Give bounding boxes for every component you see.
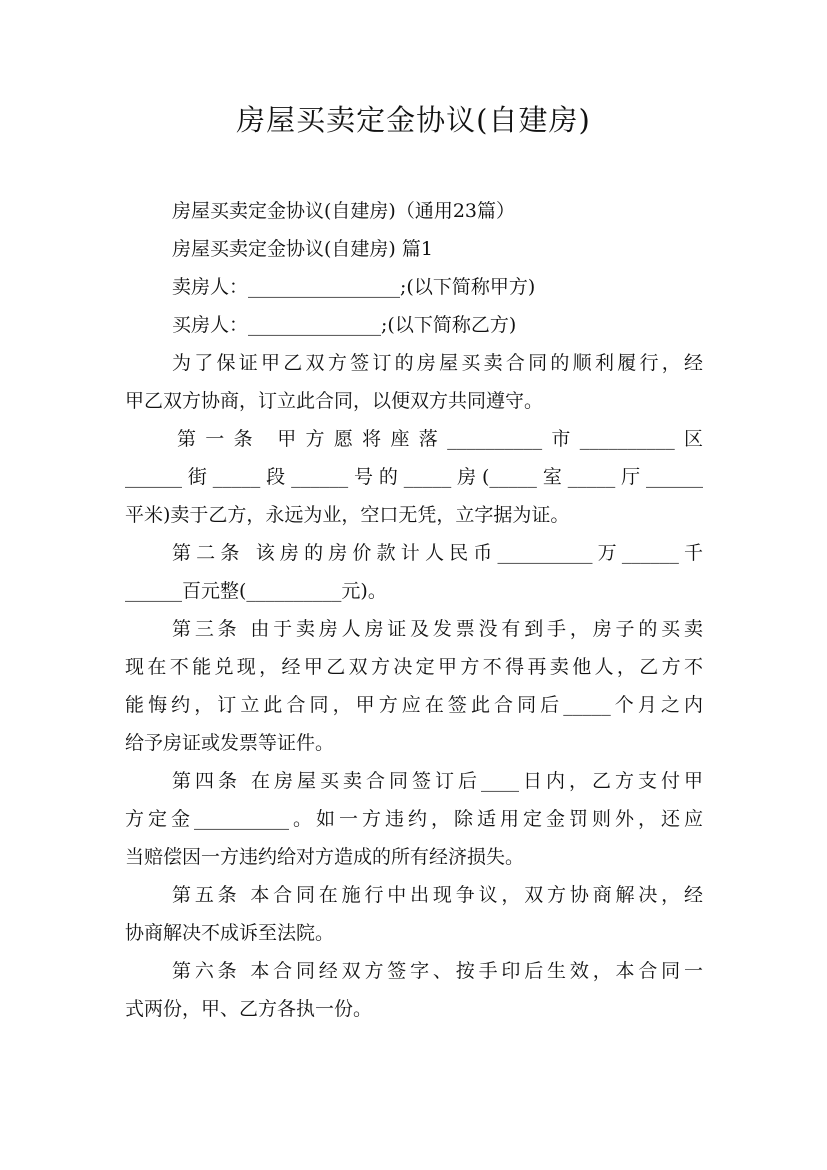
document-body [125,192,703,1028]
article-6-line-1: 第六条 本合同经双方签字、按手印后生效，本合同一 [172,960,703,982]
article-1-line-2: ______街_____段______号的_____房(_____室_____厅______ [125,466,703,488]
article-2-line-1: 第二条 该房的房价款计人民币__________万______千 [172,542,703,564]
article-3-line-3: 能悔约，订立此合同，甲方应在签此合同后_____个月之内 [125,694,703,716]
article-1-line-3: 平米)卖于乙方，永远为业，空口无凭，立字据为证。 [125,504,570,526]
intro-line-2: 甲乙双方协商，订立此合同，以便双方共同遵守。 [125,390,544,412]
section-heading: 房屋买卖定金协议(自建房) 篇1 [172,238,433,260]
seller-line: 卖房人：________________;(以下简称甲方) [172,276,536,298]
article-4-line-2: 方定金__________。如一方违约，除适用定金罚则外，还应 [125,808,703,830]
article-3-line-1: 第三条 由于卖房人房证及发票没有到手，房子的买卖 [172,618,703,640]
article-6-line-2: 式两份，甲、乙方各执一份。 [125,998,373,1020]
article-2-line-2: ______百元整(__________元)。 [125,580,387,602]
article-5-line-1: 第五条 本合同在施行中出现争议，双方协商解决，经 [172,884,703,906]
subtitle-line: 房屋买卖定金协议(自建房)（通用23篇） [172,200,516,222]
buyer-line: 买房人：______________;(以下简称乙方) [172,314,517,336]
article-1-line-1: 第一条 甲方愿将座落__________市__________区 [177,428,703,450]
article-3-line-4: 给予房证或发票等证件。 [125,732,335,754]
article-5-line-2: 协商解决不成诉至法院。 [125,922,335,944]
document-title: 房屋买卖定金协议(自建房) [236,103,591,137]
article-4-line-1: 第四条 在房屋买卖合同签订后____日内，乙方支付甲 [172,770,703,792]
article-3-line-2: 现在不能兑现，经甲乙双方决定甲方不得再卖他人，乙方不 [125,656,703,678]
article-4-line-3: 当赔偿因一方违约给对方造成的所有经济损失。 [125,846,525,868]
intro-line-1: 为了保证甲乙双方签订的房屋买卖合同的顺利履行，经 [172,352,703,374]
